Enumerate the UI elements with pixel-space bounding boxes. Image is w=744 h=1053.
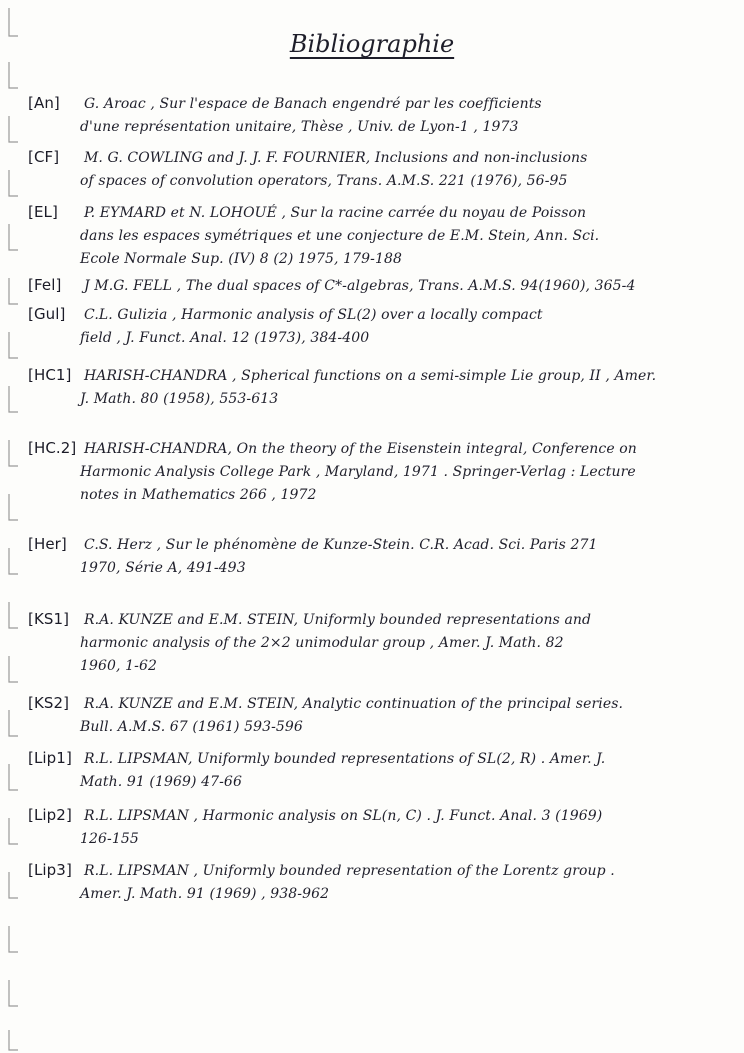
- entry-line: R.A. KUNZE and E.M. STEIN, Uniformly bounded representations and: [84, 612, 592, 628]
- entry-line: Ecole Normale Sup. (IV) 8 (2) 1975, 179-188: [80, 251, 403, 267]
- entry-key: [Lip1]: [28, 749, 72, 767]
- bibliography-entry: [28, 692, 740, 739]
- entry-line: 126-155: [80, 831, 139, 847]
- entry-key: [Lip3]: [28, 861, 72, 879]
- entry-line: field , J. Funct. Anal. 12 (1973), 384-400: [80, 330, 370, 346]
- entry-line: Amer. J. Math. 91 (1969) , 938-962: [80, 886, 330, 902]
- bibliography-entry: [28, 608, 740, 678]
- entry-line: R.L. LIPSMAN , Harmonic analysis on SL(n, C) . J. Funct. Anal. 3 (1969): [84, 808, 603, 824]
- entry-line: M. G. COWLING and J. J. F. FOURNIER, Inclusions and non-inclusions: [84, 150, 588, 166]
- entry-line: harmonic analysis of the 2×2 unimodular group , Amer. J. Math. 82: [80, 635, 564, 651]
- entry-key: [HC1]: [28, 366, 72, 384]
- entry-key: [KS2]: [28, 694, 70, 712]
- entry-line: 1960, 1-62: [80, 658, 157, 674]
- entry-line: C.S. Herz , Sur le phénomène de Kunze-Stein. C.R. Acad. Sci. Paris 271: [84, 537, 598, 553]
- entry-line: HARISH-CHANDRA , Spherical functions on a semi-simple Lie group, II , Amer.: [84, 368, 657, 384]
- page-title: Bibliographie: [289, 30, 455, 58]
- entry-key: [Her]: [28, 535, 67, 553]
- entry-line: J. Math. 80 (1958), 553-613: [80, 391, 279, 407]
- entry-key: [Lip2]: [28, 806, 72, 824]
- entry-line: Harmonic Analysis College Park , Maryland, 1971 . Springer-Verlag : Lecture: [80, 464, 636, 480]
- entry-key: [An]: [28, 94, 60, 112]
- entry-line: of spaces of convolution operators, Trans. A.M.S. 221 (1976), 56-95: [80, 173, 568, 189]
- bibliography-entry: [28, 274, 740, 298]
- bibliography-entry: [28, 533, 740, 580]
- entry-line: J M.G. FELL , The dual spaces of C*-algebras, Trans. A.M.S. 94(1960), 365-4: [84, 278, 636, 294]
- bibliography-entry: [28, 804, 740, 851]
- entry-key: [KS1]: [28, 610, 70, 628]
- entry-line: 1970, Série A, 491-493: [80, 560, 246, 576]
- entry-line: Math. 91 (1969) 47-66: [80, 774, 242, 790]
- entry-line: d'une représentation unitaire, Thèse , Univ. de Lyon-1 , 1973: [80, 119, 519, 135]
- entry-key: [HC.2]: [28, 439, 77, 457]
- bibliography-entry: [28, 92, 740, 139]
- bibliography-entry: [28, 437, 740, 507]
- entry-key: [CF]: [28, 148, 60, 166]
- entry-line: R.L. LIPSMAN, Uniformly bounded representations of SL(2, R) . Amer. J.: [84, 751, 606, 767]
- entry-line: G. Aroac , Sur l'espace de Banach engendré par les coefficients: [84, 96, 542, 112]
- entry-key: [EL]: [28, 203, 58, 221]
- entry-line: notes in Mathematics 266 , 1972: [80, 487, 317, 503]
- bibliography-list: [28, 92, 740, 906]
- bibliography-entry: [28, 146, 740, 193]
- bibliography-entry: [28, 859, 740, 906]
- entry-line: R.L. LIPSMAN , Uniformly bounded representation of the Lorentz group .: [84, 863, 615, 879]
- entry-key: [Gul]: [28, 305, 66, 323]
- bibliography-entry: [28, 303, 740, 350]
- binder-margin-marks: [6, 0, 22, 1053]
- bibliography-entry: [28, 201, 740, 271]
- entry-key: [Fel]: [28, 276, 62, 294]
- entry-line: R.A. KUNZE and E.M. STEIN, Analytic continuation of the principal series.: [84, 696, 624, 712]
- entry-line: C.L. Gulizia , Harmonic analysis of SL(2) over a locally compact: [84, 307, 543, 323]
- bibliography-entry: [28, 364, 740, 411]
- entry-line: dans les espaces symétriques et une conjecture de E.M. Stein, Ann. Sci.: [80, 228, 600, 244]
- binder-tick-marks: [6, 0, 22, 1053]
- entry-line: HARISH-CHANDRA, On the theory of the Eisenstein integral, Conference on: [84, 441, 637, 457]
- entry-line: Bull. A.M.S. 67 (1961) 593-596: [80, 719, 303, 735]
- entry-line: P. EYMARD et N. LOHOUÉ , Sur la racine carrée du noyau de Poisson: [84, 205, 587, 221]
- bibliography-entry: [28, 747, 740, 794]
